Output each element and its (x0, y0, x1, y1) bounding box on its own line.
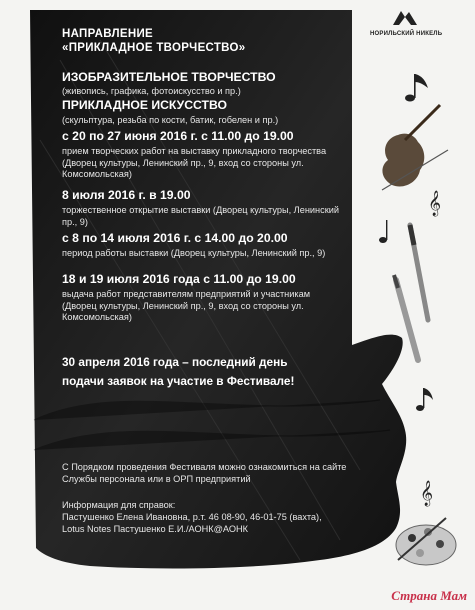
category-title-fine-art: ИЗОБРАЗИТЕЛЬНОЕ ТВОРЧЕСТВО (62, 70, 276, 84)
category-title-applied-art: ПРИКЛАДНОЕ ИСКУССТВО (62, 98, 227, 112)
footer-contact-phones: Пастушенко Елена Ивановна, р.т. 46 08-90, 46-01-75 (вахта), (62, 512, 322, 522)
date-title-2: 8 июля 2016 г. в 19.00 (62, 188, 191, 202)
footer-order-note: С Порядком проведения Фестиваля можно ознакомиться на сайте Службы персонала или в ОРП предприятий (62, 462, 347, 484)
category-desc-applied-art: (скульптура, резьба по кости, батик, гобелен и пр.) (62, 115, 279, 125)
date-desc-2: торжественное открытие выставки (Дворец культуры, Ленинский пр., 9) (62, 205, 339, 227)
deadline-line-2: подачи заявок на участие в Фестивале! (62, 374, 295, 388)
category-desc-fine-art: (живопись, графика, фотоискусство и пр.) (62, 86, 241, 96)
date-desc-1: прием творческих работ на выставку прикладного творчества (Дворец культуры, Ленинский пр., 9, вход со стороны ул. Комсомольская) (62, 146, 327, 180)
header-line-2: «ПРИКЛАДНОЕ ТВОРЧЕСТВО» (62, 42, 246, 54)
footer-info-label: Информация для справок: (62, 500, 176, 510)
logo-text: НОРИЛЬСКИЙ НИКЕЛЬ (370, 31, 443, 37)
deadline-line-1: 30 апреля 2016 года – последний день (62, 355, 288, 369)
svg-text:𝄞: 𝄞 (428, 191, 442, 216)
date-title-3: с 8 по 14 июля 2016 г. с 14.00 до 20.00 (62, 231, 288, 245)
watermark: Страна Мам (391, 588, 467, 603)
date-title-4: 18 и 19 июля 2016 года с 11.00 до 19.00 (62, 272, 296, 286)
date-desc-4: выдача работ представителям предприятий и участникам (Дворец культуры, Ленинский пр., 9, вход со стороны ул. Комсомольская) (62, 289, 311, 323)
svg-text:𝄞: 𝄞 (420, 481, 434, 506)
date-desc-3: период работы выставки (Дворец культуры, Ленинский пр., 9) (62, 248, 326, 258)
header-line-1: НАПРАВЛЕНИЕ (62, 28, 153, 40)
footer-lotus-notes: Lotus Notes Пастушенко Е.И./АОНК@АОНК (62, 524, 248, 534)
date-title-1: с 20 по 27 июня 2016 г. с 11.00 до 19.00 (62, 129, 294, 143)
